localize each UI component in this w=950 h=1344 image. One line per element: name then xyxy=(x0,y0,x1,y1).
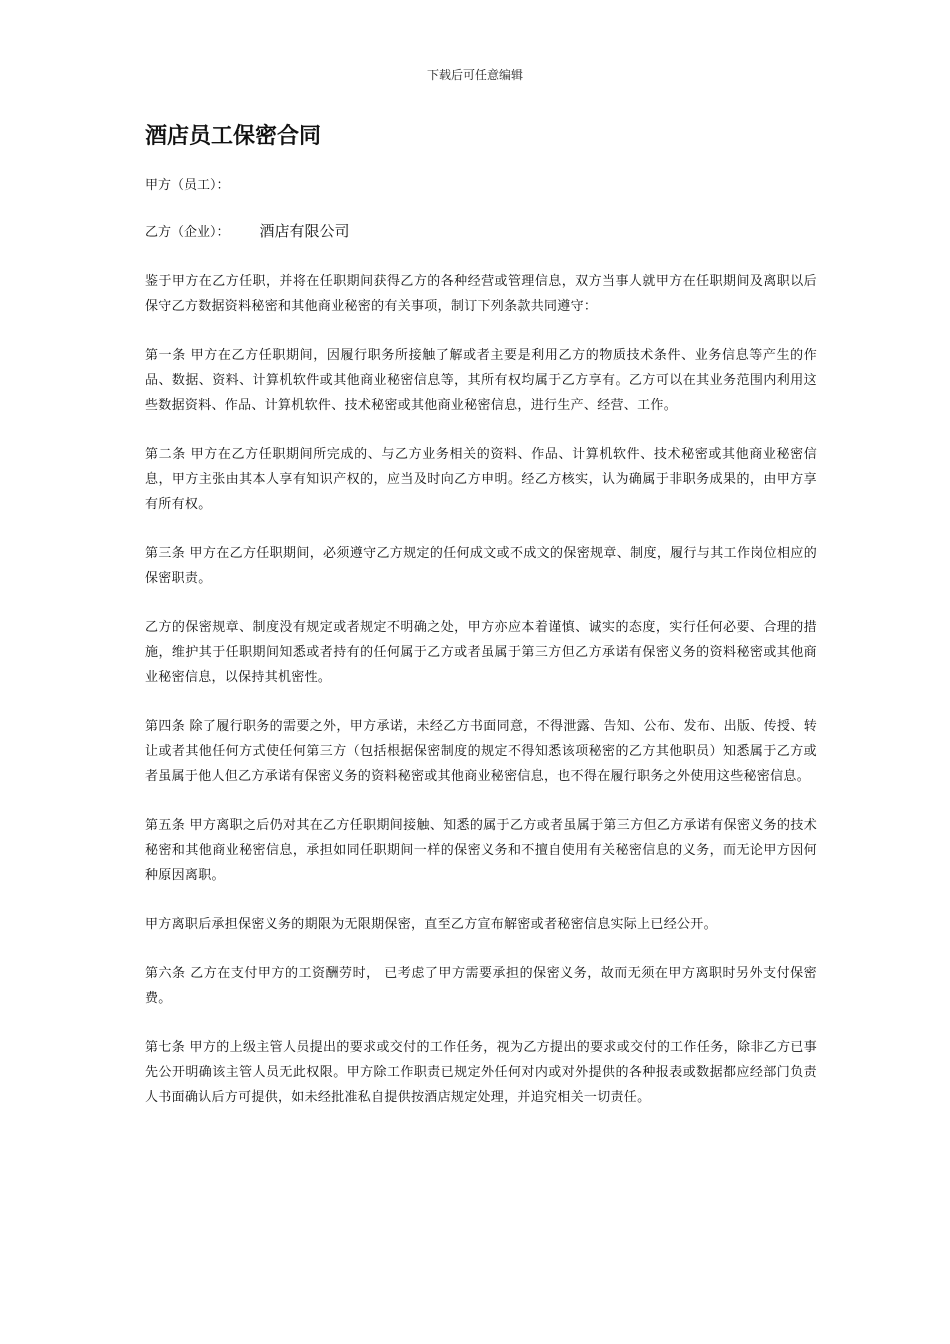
article-3-supplement-paragraph: 乙方的保密规章、制度没有规定或者规定不明确之处，甲方亦应本着谨慎、诚实的态度，实行任何必要、合理的措施，维护其于任职期间知悉或者持有的任何属于乙方或者虽属于第三方但乙方承诺有保密义务的资料秘密或其他商业秘密信息，以保持其机密性。 xyxy=(145,620,817,685)
article-2-paragraph: 第二条 甲方在乙方任职期间所完成的、与乙方业务相关的资料、作品、计算机软件、技术秘密或其他商业秘密信息，甲方主张由其本人享有知识产权的，应当及时向乙方申明。经乙方核实，认为确属于非职务成果的，由甲方享有所有权。 xyxy=(145,447,817,512)
contract-document xyxy=(145,122,817,1134)
article-6-paragraph: 第六条 乙方在支付甲方的工资酬劳时， 已考虑了甲方需要承担的保密义务，故而无须在甲方离职时另外支付保密费。 xyxy=(145,966,817,1006)
article-3-paragraph: 第三条 甲方在乙方任职期间，必须遵守乙方规定的任何成文或不成文的保密规章、制度，履行与其工作岗位相应的保密职责。 xyxy=(145,546,817,586)
party-b-label: 乙方（企业）： xyxy=(145,225,230,240)
article-5-supplement-paragraph: 甲方离职后承担保密义务的期限为无限期保密，直至乙方宣布解密或者秘密信息实际上已经公开。 xyxy=(145,917,717,932)
page-header-note: 下载后可任意编辑 xyxy=(426,68,523,82)
document-title: 酒店员工保密合同 xyxy=(145,124,322,149)
party-b-line xyxy=(145,221,817,243)
article-5-paragraph: 第五条 甲方离职之后仍对其在乙方任职期间接触、知悉的属于乙方或者虽属于第三方但乙方承诺有保密义务的技术秘密和其他商业秘密信息，承担如同任职期间一样的保密义务和不擅自使用有关秘密信息的义务，而无论甲方因何种原因离职。 xyxy=(145,818,817,883)
preamble-paragraph: 鉴于甲方在乙方任职，并将在任职期间获得乙方的各种经营或管理信息，双方当事人就甲方在任职期间及离职以后保守乙方数据资料秘密和其他商业秘密的有关事项，制订下列条款共同遵守： xyxy=(145,274,817,314)
article-7-paragraph: 第七条 甲方的上级主管人员提出的要求或交付的工作任务，视为乙方提出的要求或交付的工作任务，除非乙方已事先公开明确该主管人员无此权限。甲方除工作职责已规定外任何对内或对外提供的各种报表或数据都应经部门负责人书面确认后方可提供，如未经批准私自提供按酒店规定处理，并追究相关一切责任。 xyxy=(145,1040,817,1105)
article-1-paragraph: 第一条 甲方在乙方任职期间，因履行职务所接触了解或者主要是利用乙方的物质技术条件、业务信息等产生的作品、数据、资料、计算机软件或其他商业秘密信息等，其所有权均属于乙方享有。乙方可以在其业务范围内利用这些数据资料、作品、计算机软件、技术秘密或其他商业秘密信息，进行生产、经营、工作。 xyxy=(145,348,817,413)
party-a-line xyxy=(145,176,817,196)
party-b-name: 酒店有限公司 xyxy=(259,222,350,240)
party-a-label: 甲方（员工）： xyxy=(145,178,230,193)
article-4-paragraph: 第四条 除了履行职务的需要之外，甲方承诺，未经乙方书面同意，不得泄露、告知、公布、发布、出版、传授、转让或者其他任何方式使任何第三方（包括根据保密制度的规定不得知悉该项秘密的乙方其他职员）知悉属于乙方或者虽属于他人但乙方承诺有保密义务的资料秘密或其他商业秘密信息，也不得在履行职务之外使用这些秘密信息。 xyxy=(145,719,817,784)
